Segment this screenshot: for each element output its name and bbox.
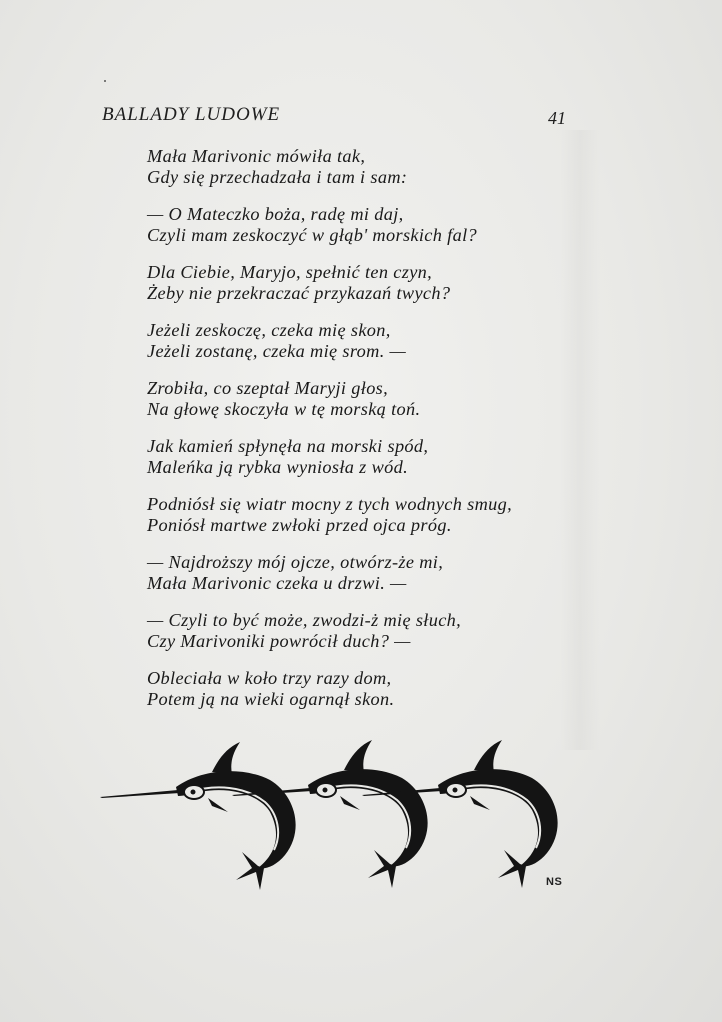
- poem-line: — Najdroższy mój ojcze, otwórz-że mi,: [147, 552, 444, 572]
- poem-line: Jeżeli zostanę, czeka mię srom. —: [147, 340, 407, 361]
- stanza: [147, 436, 567, 477]
- stanza: [147, 262, 567, 303]
- stanza: [147, 552, 567, 593]
- poem-line: Obleciała w koło trzy razy dom,: [147, 668, 392, 688]
- poem-line: Potem ją na wieki ogarnął skon.: [147, 688, 395, 709]
- stanza: [147, 668, 567, 709]
- artist-monogram: NS: [546, 876, 563, 888]
- poem-line: Poniósł martwe zwłoki przed ojca próg.: [147, 514, 452, 535]
- poem-line: Mała Marivonic mówiła tak,: [147, 146, 366, 166]
- poem-line: Żeby nie przekraczać przykazań twych?: [147, 282, 451, 303]
- stanza: [147, 320, 567, 361]
- poem-line: Czyli mam zeskoczyć w głąb' morskich fal?: [147, 224, 478, 245]
- poem-line: Gdy się przechadzała i tam i sam:: [147, 166, 408, 187]
- poem-line: Dla Ciebie, Maryjo, spełnić ten czyn,: [147, 262, 433, 282]
- stanza: [147, 146, 567, 187]
- running-head: BALLADY LUDOWE: [102, 104, 281, 125]
- poem-line: Jak kamień spłynęła na morski spód,: [147, 436, 429, 456]
- poem-line: — O Mateczko boża, radę mi daj,: [147, 204, 404, 224]
- page-number: 41: [548, 108, 566, 128]
- stanza: [147, 610, 567, 651]
- poem-line: Podniósł się wiatr mocny z tych wodnych smug,: [147, 494, 513, 514]
- poem-line: Na głowę skoczyła w tę morską toń.: [147, 398, 421, 419]
- stanza: [147, 204, 567, 245]
- poem-line: Jeżeli zeskoczę, czeka mię skon,: [147, 320, 391, 340]
- poem-line: Czy Marivoniki powrócił duch? —: [147, 630, 411, 651]
- poem-line: Maleńka ją rybka wyniosła z wód.: [147, 456, 409, 477]
- swordfish-illustration: [100, 738, 580, 898]
- stanza: [147, 494, 567, 535]
- poem-line: — Czyli to być może, zwodzi-ż mię słuch,: [147, 610, 462, 630]
- poem-line: Zrobiła, co szeptał Maryji głos,: [147, 378, 389, 398]
- poem: [147, 146, 567, 726]
- paper-speck: [104, 80, 106, 82]
- stanza: [147, 378, 567, 419]
- poem-line: Mała Marivonic czeka u drzwi. —: [147, 572, 407, 593]
